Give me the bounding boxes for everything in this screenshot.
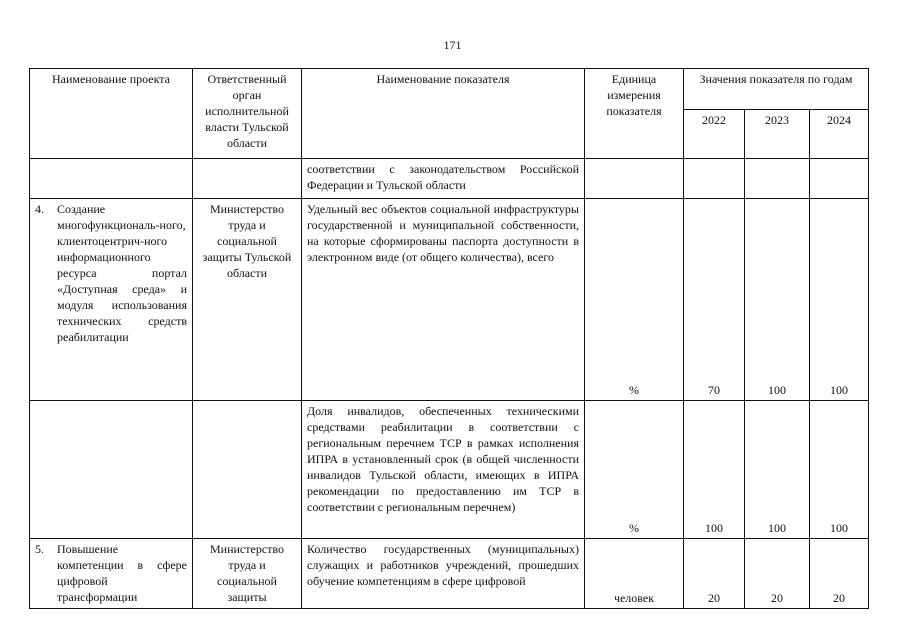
cell-value-2023: 20 (745, 539, 810, 609)
cell-value-2024: 100 (810, 199, 869, 401)
project-name: Создание многофункциональ-ного, клиентоцентрич-ного информационного ресурса портал «Доступная среда» и модуля использования технических средств реабилитации (57, 202, 187, 344)
header-year-2024: 2024 (810, 110, 869, 159)
header-year-2023: 2023 (745, 110, 810, 159)
header-values-group: Значения показателя по годам (684, 69, 869, 110)
table-row (30, 539, 869, 609)
header-responsible: Ответственный орган исполнительной власти Тульской области (193, 69, 302, 159)
header-project-name: Наименование проекта (30, 69, 193, 159)
project-number: 4. (35, 202, 44, 216)
cell-project (30, 159, 193, 199)
cell-value-2023: 100 (745, 401, 810, 539)
header-indicator-name: Наименование показателя (302, 69, 585, 159)
cell-value-2024: 100 (810, 401, 869, 539)
table-row (30, 199, 869, 401)
page-number: 171 (443, 38, 462, 52)
cell-value-2022: 100 (684, 401, 745, 539)
cell-value-2022 (684, 159, 745, 199)
cell-value-2022: 70 (684, 199, 745, 401)
cell-responsible: Министерство труда и социальной защиты Тульской области (193, 199, 302, 401)
project-name: Повышение компетенции в сфере цифровой трансформации (57, 542, 187, 604)
cell-responsible: Министерство труда и социальной защиты (193, 539, 302, 609)
cell-value-2023: 100 (745, 199, 810, 401)
cell-project (30, 539, 193, 609)
cell-value-2024 (810, 159, 869, 199)
cell-unit: человек (585, 539, 684, 609)
project-number: 5. (35, 542, 44, 556)
cell-unit: % (585, 199, 684, 401)
header-unit: Единица измерения показателя (585, 69, 684, 159)
cell-indicator: Количество государственных (муниципальных) служащих и работников учреждений, прошедших обучение компетенциям в сфере цифровой (302, 539, 585, 609)
cell-unit (585, 159, 684, 199)
cell-value-2023 (745, 159, 810, 199)
cell-responsible (193, 159, 302, 199)
header-year-2022: 2022 (684, 110, 745, 159)
table-row (30, 401, 869, 539)
header-row (30, 69, 869, 110)
cell-project (30, 401, 193, 539)
cell-indicator: Доля инвалидов, обеспеченных техническими средствами реабилитации в соответствии с региональным перечнем ТСР в рамках исполнения ИПРА в установленный срок (в общей численности инвалидов Тульской области, имеющих в ИПРА рекомендации по предоставлению им ТСР в соответствии с региональным перечнем) (302, 401, 585, 539)
cell-indicator: соответствии с законодательством Российской Федерации и Тульской области (302, 159, 585, 199)
table-row (30, 159, 869, 199)
cell-value-2022: 20 (684, 539, 745, 609)
cell-project (30, 199, 193, 401)
cell-unit: % (585, 401, 684, 539)
cell-indicator: Удельный вес объектов социальной инфраструктуры государственной и муниципальной собственности, на которые сформированы паспорта доступности в электронном виде (от общего количества), всего (302, 199, 585, 401)
cell-value-2024: 20 (810, 539, 869, 609)
indicators-table (29, 68, 869, 609)
cell-responsible (193, 401, 302, 539)
